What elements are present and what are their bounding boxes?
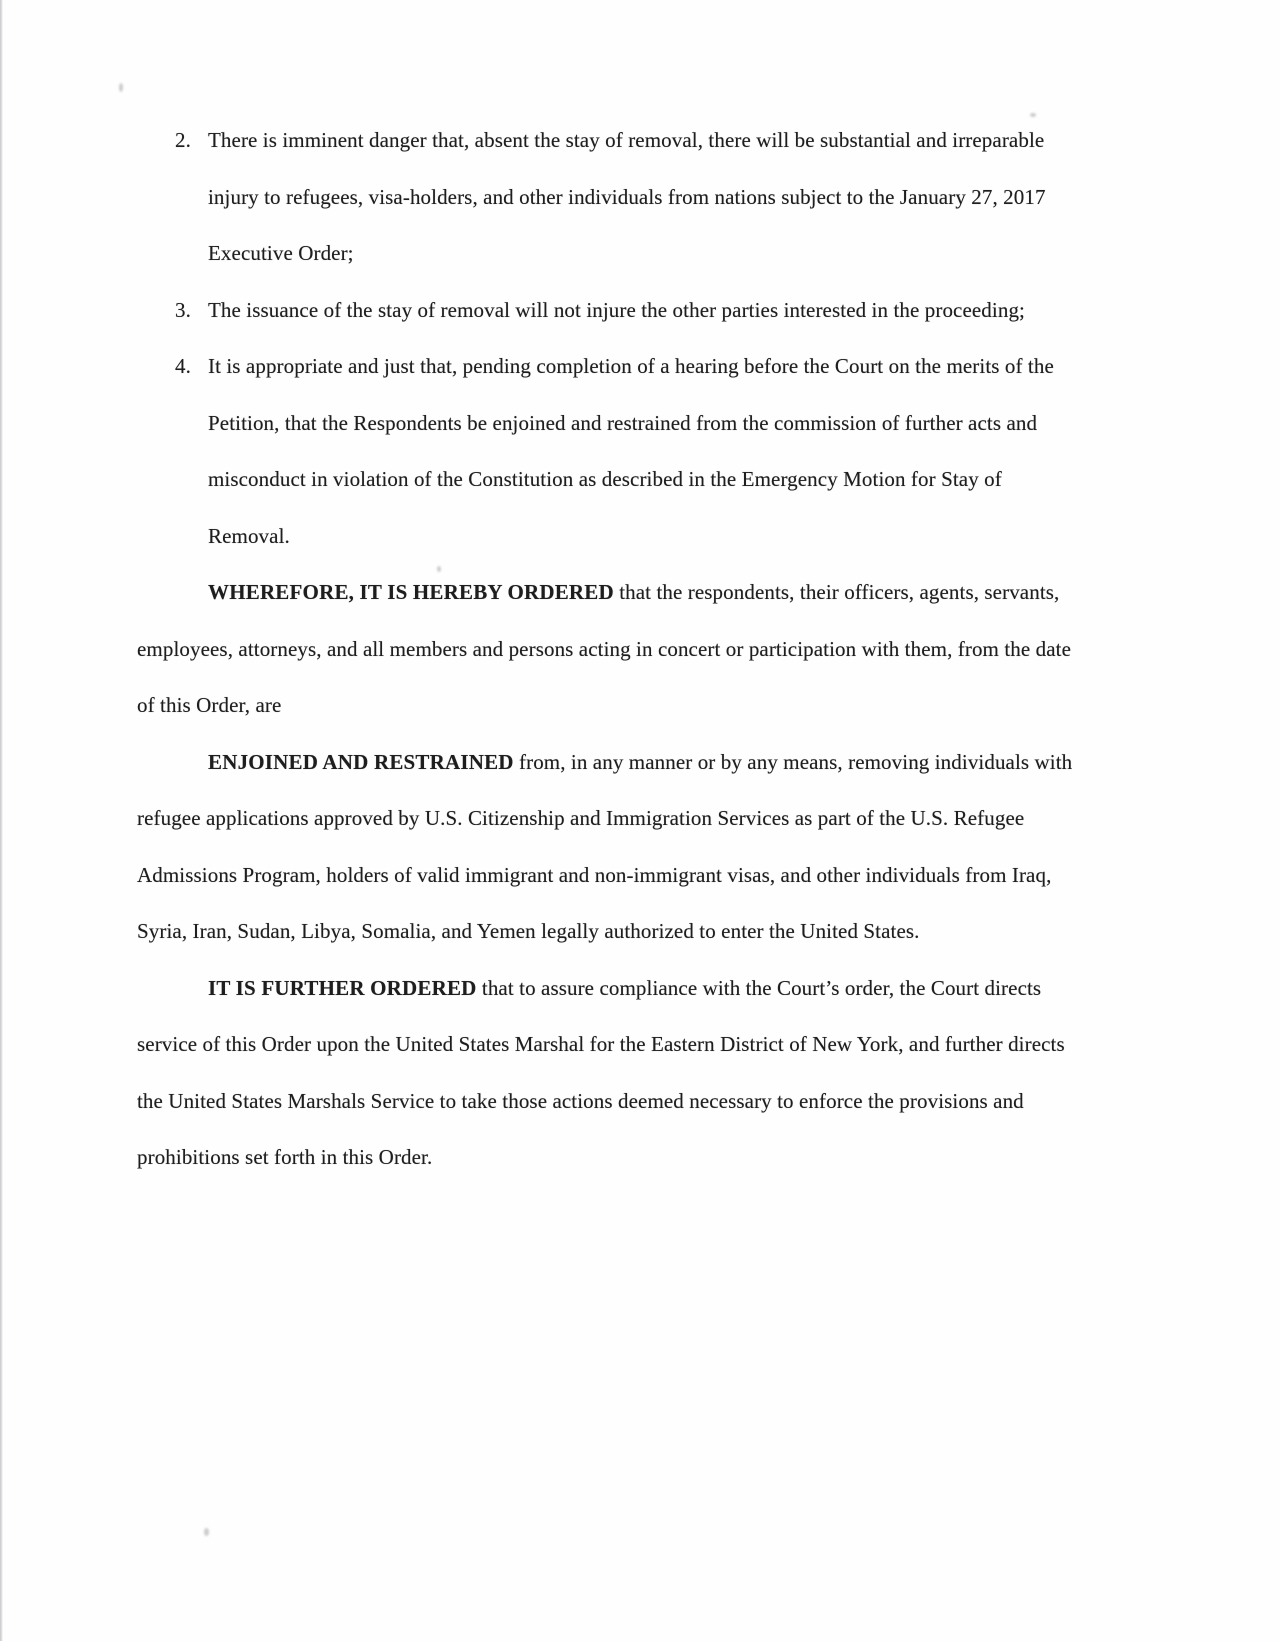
list-item-finding-3 bbox=[137, 282, 1080, 339]
paragraph-body-text: from, in any manner or by any means, removing individuals with refugee applications approved by U.S. Citizenship and Immigration Services as part of the U.S. Refugee Admissions Program, holders of valid immigrant and non-immigrant visas, and other individuals from Iraq, Syria, Iran, Sudan, Libya, Somalia, and Yemen legally authorized to enter the United States. bbox=[137, 749, 1073, 943]
findings-list bbox=[137, 112, 1080, 564]
paragraph-bold-leadin: ENJOINED AND RESTRAINED bbox=[208, 749, 514, 774]
list-item-finding-2 bbox=[137, 112, 1080, 282]
list-item-text: There is imminent danger that, absent the stay of removal, there will be substantial and irreparable injury to refugees, visa-holders, and other individuals from nations subject to the January 27, 2017 Executive Order; bbox=[208, 128, 1046, 265]
paragraph-body-text: that the respondents, their officers, agents, servants, employees, attorneys, and all members and persons acting in concert or participation with them, from the date of this Order, are bbox=[137, 580, 1072, 717]
list-item-finding-4 bbox=[137, 338, 1080, 564]
paragraph-further-ordered bbox=[137, 960, 1080, 1186]
list-item-number: 4. bbox=[175, 354, 191, 378]
list-item-number: 2. bbox=[175, 128, 191, 152]
paragraph-wherefore-ordered bbox=[137, 564, 1080, 734]
list-item-text: The issuance of the stay of removal will not injure the other parties interested in the proceeding; bbox=[208, 297, 1025, 322]
scan-smudge bbox=[119, 83, 123, 92]
scan-smudge bbox=[204, 1528, 209, 1536]
paragraph-bold-leadin: IT IS FURTHER ORDERED bbox=[208, 975, 477, 1000]
paragraph-bold-leadin: WHEREFORE, IT IS HEREBY ORDERED bbox=[208, 580, 614, 604]
order-text-block bbox=[137, 112, 1080, 1186]
scan-edge-artifact bbox=[0, 0, 3, 1641]
paragraph-body-text: that to assure compliance with the Court’s order, the Court directs service of this Order upon the United States Marshal for the Eastern District of New York, and further directs the United States Marshals Service to take those actions deemed necessary to enforce the provisions and prohibitions set forth in this Order. bbox=[137, 975, 1065, 1169]
list-item-number: 3. bbox=[175, 297, 191, 322]
list-item-text: It is appropriate and just that, pending completion of a hearing before the Court on the merits of the Petition, that the Respondents be enjoined and restrained from the commission of further acts and misconduct in violation of the Constitution as described in the Emergency Motion for Stay of Removal. bbox=[208, 354, 1054, 548]
paragraph-enjoined-restrained bbox=[137, 734, 1080, 960]
